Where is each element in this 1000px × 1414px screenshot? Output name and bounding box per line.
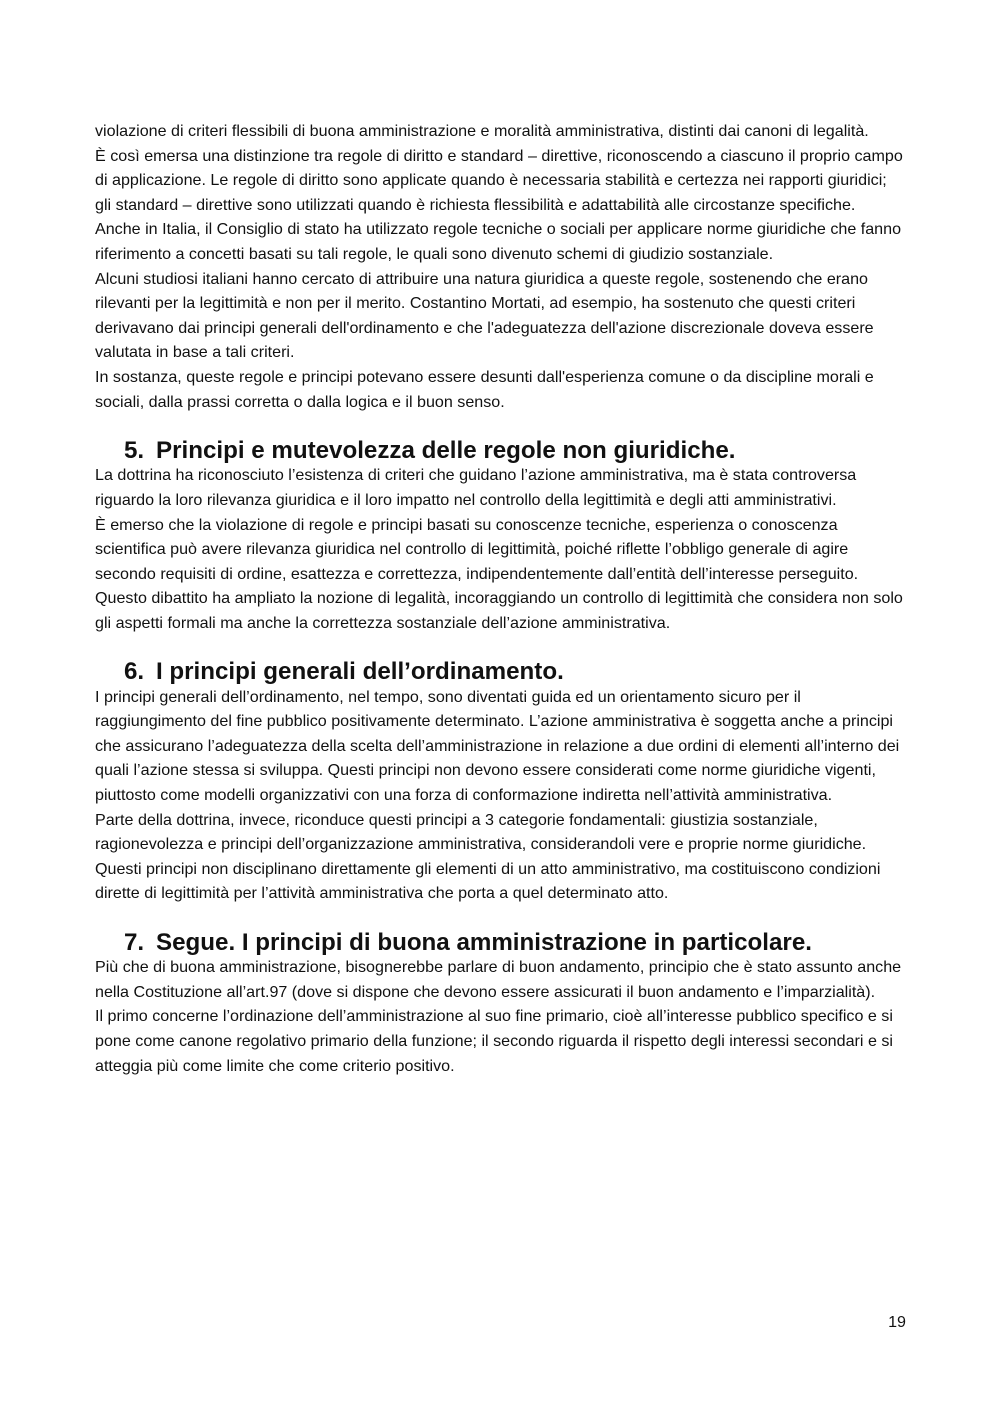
spacer xyxy=(95,635,907,660)
section-title: Principi e mutevolezza delle regole non giuridiche. xyxy=(156,436,736,464)
paragraph: Più che di buona amministrazione, bisognerebbe parlare di buon andamento, principio che è stato assunto anche nella Costituzione all’art.97 (dove si dispone che devono essere assicurati il buon andamento e l’imparzialità). xyxy=(95,958,902,1001)
page-number: 19 xyxy=(888,1313,906,1331)
section-title: Segue. I principi di buona amministrazione in particolare. xyxy=(156,928,812,956)
section-number: 5. xyxy=(124,436,145,464)
paragraph: violazione di criteri flessibili di buona amministrazione e moralità amministrativa, distinti dai canoni di legalità. xyxy=(95,122,869,140)
paragraph: È emerso che la violazione di regole e principi basati su conoscenze tecniche, esperienza o conoscenza scientifica può avere rilevanza giuridica nel controllo di legittimità, poiché riflette l’obbligo generale di agire secondo requisiti di ordine, esattezza e correttezza, indipendentemente dall’entità dell’interesse perseguito. xyxy=(95,515,859,583)
section-heading-7 xyxy=(95,928,907,956)
paragraph: Anche in Italia, il Consiglio di stato ha utilizzato regole tecniche o sociali per applicare norme giuridiche che fanno riferimento a concetti basati su tali regole, le quali sono divenuto schemi di giudizio sostanziale. xyxy=(95,220,902,263)
paragraph: Il primo concerne l’ordinazione dell’amministrazione al suo fine primario, cioè all’interesse pubblico specifico e si pone come canone regolativo primario della funzione; il secondo riguarda il rispetto degli interessi secondari e si atteggia più come limite che come criterio positivo. xyxy=(95,1007,893,1075)
paragraph: È così emersa una distinzione tra regole di diritto e standard – direttive, riconoscendo a ciascuno il proprio campo di applicazione. Le regole di diritto sono applicate quando è necessaria stabilità e certezza nei rapporti giuridici; gli standard – direttive sono utilizzati quando è richiesta flessibilità e adattabilità alle circostanze specifiche. xyxy=(95,146,903,214)
section-number: 7. xyxy=(124,928,145,956)
section-title: I principi generali dell’ordinamento. xyxy=(156,658,564,686)
spacer xyxy=(95,906,907,931)
paragraph: La dottrina ha riconosciuto l’esistenza di criteri che guidano l’azione amministrativa, ma è stata controversa riguardo la loro rilevanza giuridica e il loro impatto nel controllo della legittimità e degli atti amministrativi. xyxy=(95,466,857,509)
section-number: 6. xyxy=(124,658,145,686)
paragraph: Questo dibattito ha ampliato la nozione di legalità, incoraggiando un controllo di legittimità che considera non solo gli aspetti formali ma anche la correttezza sostanziale dell’azione amministrativa. xyxy=(95,589,903,632)
spacer xyxy=(95,414,907,439)
paragraph: In sostanza, queste regole e principi potevano essere desunti dall'esperienza comune o da discipline morali e sociali, dalla prassi corretta o dalla logica e il buon senso. xyxy=(95,367,874,411)
section-heading-5 xyxy=(95,436,907,464)
document-page xyxy=(95,119,907,1078)
paragraph: I principi generali dell’ordinamento, nel tempo, sono diventati guida ed un orientamento sicuro per il raggiungimento del fine pubblico positivamente determinato. L’azione amministrativa è soggetta anche a principi che assicurano l’adeguatezza della scelta dell’amministrazione in relazione a due ordini di elementi all’interno dei quali l’azione stessa si sviluppa. Questi principi non devono essere considerati come norme giuridiche vigenti, piuttosto come modelli organizzativi con una forza di conformazione indiretta nell’attività amministrativa. xyxy=(95,687,900,805)
paragraph: Alcuni studiosi italiani hanno cercato di attribuire una natura giuridica a queste regole, sostenendo che erano rilevanti per la legittimità e non per il merito. Costantino Mortati, ad esempio, ha sostenuto che questi criteri derivavano dai principi generali dell'ordinamento e che l'adeguatezza dell'azione discrezionale doveva essere valutata in base a tali criteri. xyxy=(95,269,874,362)
section-heading-6 xyxy=(95,660,907,685)
paragraph: Parte della dottrina, invece, riconduce questi principi a 3 categorie fondamentali: giustizia sostanziale, ragionevolezza e principi dell’organizzazione amministrativa, considerandoli vere e proprie norme giuridiche. Questi principi non disciplinano direttamente gli elementi di un atto amministrativo, ma costituiscono condizioni dirette di legittimità per l’attività amministrativa che porta a quel determinato atto. xyxy=(95,810,881,903)
